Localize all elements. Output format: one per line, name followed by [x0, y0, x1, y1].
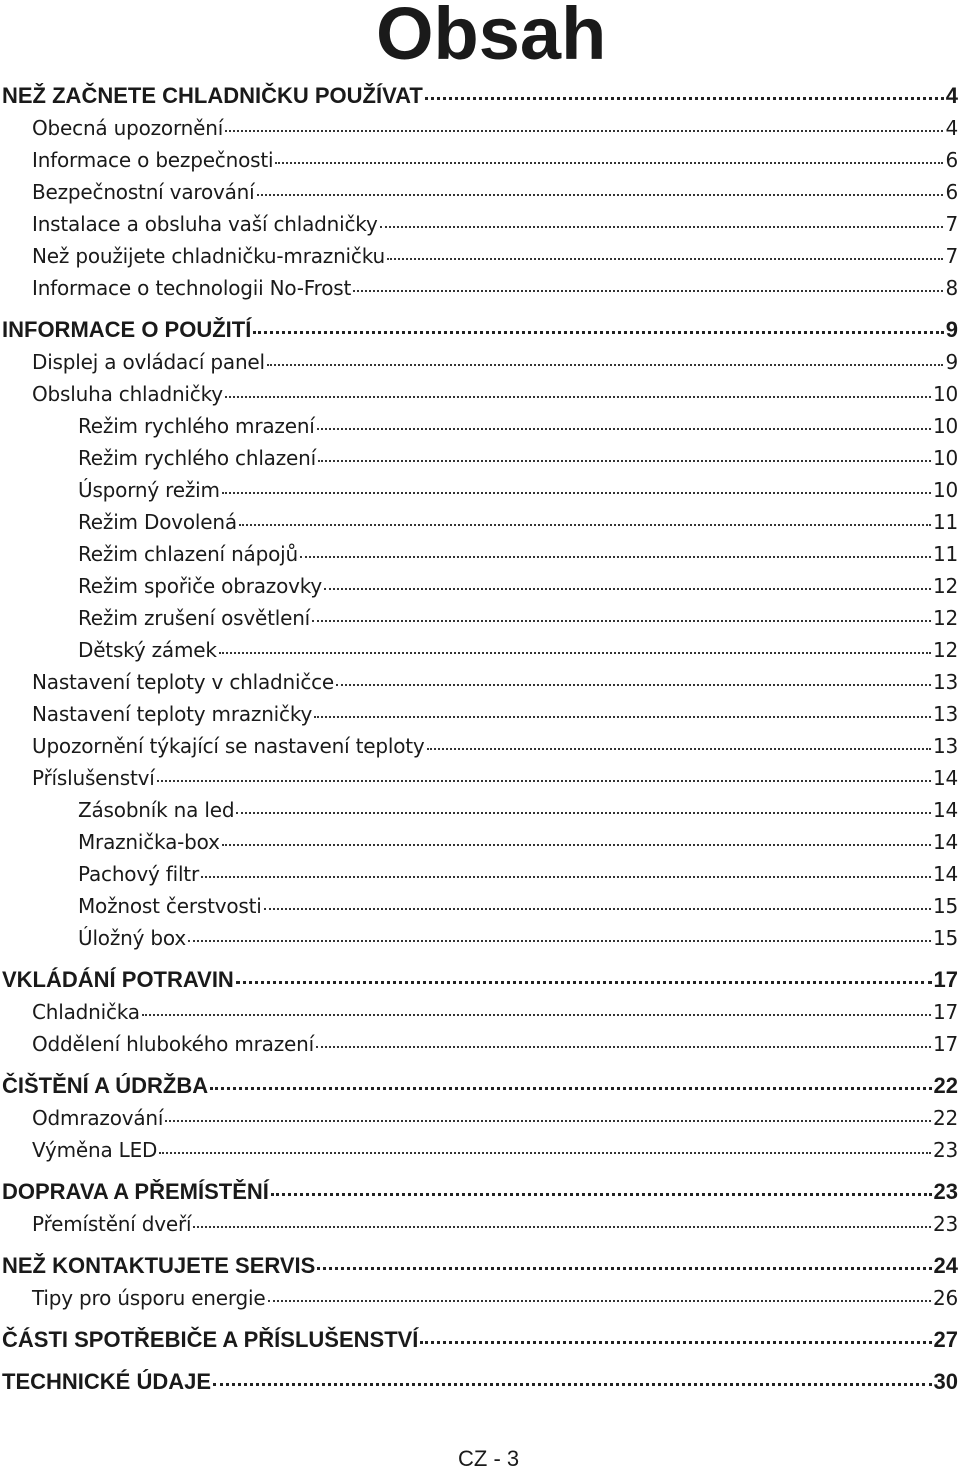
dot-leader: [300, 554, 931, 558]
toc-entry-label: NEŽ ZAČNETE CHLADNIČKU POUŽÍVAT: [2, 83, 423, 108]
dot-leader: [222, 842, 931, 846]
toc-entry[interactable]: [32, 208, 958, 240]
toc-subentry[interactable]: [78, 506, 958, 538]
toc-entry-label: Oddělení hlubokého mrazení: [32, 1032, 314, 1056]
toc-entry-page-number: 11: [932, 510, 958, 534]
dot-leader: [213, 1381, 931, 1386]
toc-entry-page-number: 22: [933, 1073, 958, 1098]
dot-leader: [165, 1118, 931, 1122]
toc-entry[interactable]: [32, 1282, 958, 1314]
toc-entry-page-number: 7: [945, 212, 958, 236]
toc-entry-label: Informace o bezpečnosti: [32, 148, 274, 172]
toc-entry-label: Úsporný režim: [78, 478, 220, 502]
toc-subentry[interactable]: [78, 922, 958, 954]
toc-section-entry[interactable]: [2, 314, 958, 346]
toc-entry-page-number: 8: [945, 276, 958, 300]
toc-section-entry[interactable]: [2, 964, 958, 996]
toc-entry-page-number: 12: [932, 574, 958, 598]
toc-entry[interactable]: [32, 1208, 958, 1240]
toc-entry-label: Dětský zámek: [78, 638, 217, 662]
dot-leader: [219, 650, 931, 654]
toc-entry-label: Nastavení teploty mrazničky: [32, 702, 313, 726]
toc-entry-page-number: 15: [932, 894, 958, 918]
toc-entry-page-number: 9: [945, 317, 958, 342]
toc-subentry[interactable]: [78, 410, 958, 442]
toc-entry-label: ČÁSTI SPOTŘEBIČE A PŘÍSLUŠENSTVÍ: [2, 1327, 419, 1352]
dot-leader: [316, 1044, 931, 1048]
toc-entry-page-number: 12: [932, 638, 958, 662]
toc-entry-label: Odmrazování: [32, 1106, 164, 1130]
toc-entry[interactable]: [32, 272, 958, 304]
page-title: Obsah: [376, 0, 607, 75]
toc-entry-label: Možnost čerstvosti: [78, 894, 262, 918]
dot-leader: [236, 810, 931, 814]
toc-entry-label: Režim Dovolená: [78, 510, 237, 534]
dot-leader: [193, 1224, 931, 1228]
toc-subentry[interactable]: [78, 570, 958, 602]
toc-entry[interactable]: [32, 346, 958, 378]
toc-entry-label: TECHNICKÉ ÚDAJE: [2, 1369, 212, 1394]
dot-leader: [324, 586, 931, 590]
toc-subentry[interactable]: [78, 538, 958, 570]
toc-subentry[interactable]: [78, 890, 958, 922]
toc-entry-label: Bezpečnostní varování: [32, 180, 255, 204]
toc-entry-label: Úložný box: [78, 926, 186, 950]
toc-entry-label: Obecná upozornění: [32, 116, 224, 140]
toc-entry-label: Tipy pro úsporu energie: [32, 1286, 266, 1310]
toc-entry-page-number: 7: [945, 244, 958, 268]
toc-section-entry[interactable]: [2, 1176, 958, 1208]
toc-entry-label: Režim rychlého chlazení: [78, 446, 316, 470]
toc-entry-label: VKLÁDÁNÍ POTRAVIN: [2, 967, 234, 992]
toc-section-entry[interactable]: [2, 1070, 958, 1102]
toc-section-entry[interactable]: [2, 80, 958, 112]
toc-entry-label: Upozornění týkající se nastavení teploty: [32, 734, 425, 758]
toc-entry-page-number: 23: [933, 1179, 958, 1204]
toc-entry-label: Instalace a obsluha vaší chladničky: [32, 212, 378, 236]
toc-entry-label: INFORMACE O POUŽITÍ: [2, 317, 252, 342]
toc-entry-label: Výměna LED: [32, 1138, 158, 1162]
toc-section-entry[interactable]: [2, 1250, 958, 1282]
toc-entry-label: Zásobník na led: [78, 798, 235, 822]
toc-entry-page-number: 10: [932, 478, 958, 502]
toc-entry-page-number: 17: [933, 967, 958, 992]
toc-entry[interactable]: [32, 730, 958, 762]
toc-entry[interactable]: [32, 176, 958, 208]
toc-entry-page-number: 10: [932, 382, 958, 406]
toc-entry-page-number: 24: [933, 1253, 958, 1278]
toc-entry-page-number: 17: [932, 1032, 958, 1056]
dot-leader: [317, 426, 931, 430]
dot-leader: [387, 256, 944, 260]
dot-leader: [239, 522, 931, 526]
dot-leader: [225, 128, 943, 132]
toc-entry[interactable]: [32, 996, 958, 1028]
toc-entry[interactable]: [32, 144, 958, 176]
dot-leader: [264, 906, 931, 910]
toc-section-entry[interactable]: [2, 1324, 958, 1356]
toc-entry-page-number: 14: [932, 830, 958, 854]
toc-subentry[interactable]: [78, 474, 958, 506]
dot-leader: [271, 1191, 932, 1196]
toc-entry-label: Příslušenství: [32, 766, 155, 790]
toc-entry-label: Displej a ovládací panel: [32, 350, 265, 374]
toc-entry-page-number: 4: [945, 116, 958, 140]
toc-entry-page-number: 30: [933, 1369, 958, 1394]
toc-entry-page-number: 15: [932, 926, 958, 950]
toc-entry-page-number: 13: [932, 670, 958, 694]
dot-leader: [257, 192, 944, 196]
toc-entry-page-number: 10: [932, 414, 958, 438]
dot-leader: [225, 394, 931, 398]
dot-leader: [210, 1085, 931, 1090]
toc-entry-label: Nastavení teploty v chladničce: [32, 670, 335, 694]
toc-entry[interactable]: [32, 1102, 958, 1134]
toc-entry-label: Informace o technologii No-Frost: [32, 276, 352, 300]
toc-entry[interactable]: [32, 378, 958, 410]
toc-entry-page-number: 13: [932, 734, 958, 758]
toc-entry-page-number: 22: [932, 1106, 958, 1130]
dot-leader: [312, 618, 931, 622]
toc-entry[interactable]: [32, 762, 958, 794]
dot-leader: [380, 224, 944, 228]
toc-entry-page-number: 10: [932, 446, 958, 470]
dot-leader: [318, 458, 931, 462]
dot-leader: [267, 362, 944, 366]
toc-entry-label: NEŽ KONTAKTUJETE SERVIS: [2, 1253, 316, 1278]
toc-entry-label: Obsluha chladničky: [32, 382, 223, 406]
toc-section-entry[interactable]: [2, 1366, 958, 1398]
toc-entry[interactable]: [32, 1134, 958, 1166]
toc-entry-label: Přemístění dveří: [32, 1212, 192, 1236]
toc-entry-page-number: 14: [932, 862, 958, 886]
toc-entry-label: Režim rychlého mrazení: [78, 414, 315, 438]
dot-leader: [222, 490, 931, 494]
dot-leader: [159, 1150, 931, 1154]
dot-leader: [314, 714, 931, 718]
dot-leader: [201, 874, 931, 878]
toc-entry-page-number: 12: [932, 606, 958, 630]
dot-leader: [188, 938, 931, 942]
dot-leader: [420, 1339, 931, 1344]
dot-leader: [268, 1298, 931, 1302]
toc-entry-page-number: 13: [932, 702, 958, 726]
toc-entry[interactable]: [32, 666, 958, 698]
toc-entry-label: Režim spořiče obrazovky: [78, 574, 323, 598]
toc-entry-page-number: 6: [945, 148, 958, 172]
toc-entry-label: DOPRAVA A PŘEMÍSTĚNÍ: [2, 1179, 269, 1204]
dot-leader: [253, 329, 943, 334]
toc-entry-page-number: 11: [932, 542, 958, 566]
toc-entry-page-number: 23: [932, 1212, 958, 1236]
toc-entry-label: Mraznička-box: [78, 830, 220, 854]
dot-leader: [275, 160, 943, 164]
dot-leader: [157, 778, 931, 782]
toc-entry-page-number: 26: [932, 1286, 958, 1310]
dot-leader: [353, 288, 943, 292]
dot-leader: [142, 1012, 931, 1016]
toc-entry-page-number: 9: [945, 350, 958, 374]
dot-leader: [427, 746, 931, 750]
toc-entry-label: ČIŠTĚNÍ A ÚDRŽBA: [2, 1073, 209, 1098]
toc-entry-page-number: 14: [932, 798, 958, 822]
toc-subentry[interactable]: [78, 794, 958, 826]
page-number-footer: CZ - 3: [458, 1446, 520, 1471]
toc-entry-page-number: 6: [945, 180, 958, 204]
toc-entry-label: Režim zrušení osvětlení: [78, 606, 311, 630]
dot-leader: [236, 979, 932, 984]
toc-entry-label: Než použijete chladničku-mrazničku: [32, 244, 385, 268]
toc-entry-label: Chladnička: [32, 1000, 140, 1024]
toc-subentry[interactable]: [78, 634, 958, 666]
toc-subentry[interactable]: [78, 602, 958, 634]
dot-leader: [336, 682, 931, 686]
toc-entry[interactable]: [32, 112, 958, 144]
toc-entry[interactable]: [32, 1028, 958, 1060]
toc-subentry[interactable]: [78, 442, 958, 474]
toc-entry[interactable]: [32, 698, 958, 730]
toc-entry-label: Režim chlazení nápojů: [78, 542, 298, 566]
toc-entry-page-number: 17: [932, 1000, 958, 1024]
toc-entry-page-number: 4: [945, 83, 958, 108]
toc-entry-page-number: 14: [932, 766, 958, 790]
toc-entry-page-number: 27: [933, 1327, 958, 1352]
toc-subentry[interactable]: [78, 826, 958, 858]
toc-entry[interactable]: [32, 240, 958, 272]
toc-entry-label: Pachový filtr: [78, 862, 199, 886]
dot-leader: [317, 1265, 931, 1270]
dot-leader: [425, 95, 944, 100]
toc-subentry[interactable]: [78, 858, 958, 890]
toc-entry-page-number: 23: [932, 1138, 958, 1162]
